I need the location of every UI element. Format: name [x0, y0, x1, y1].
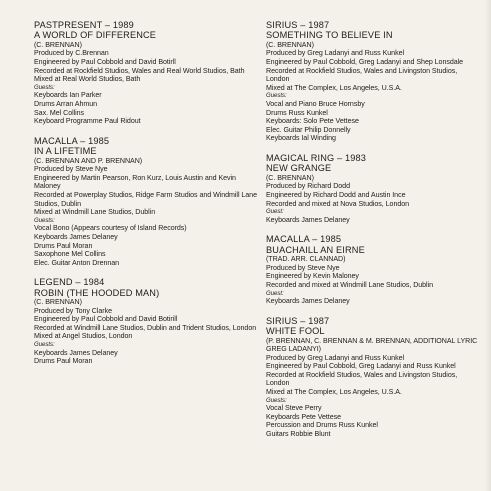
track-title: BUACHAILL AN EIRNE	[266, 244, 365, 255]
credit-line: (C. BRENNAN)	[34, 298, 82, 307]
credit-line: Produced by Greg Ladanyi and Russ Kunkel	[266, 353, 404, 362]
credit-line: Recorded at Windmill Lane Studios, Dublin and Trident Studios, London	[34, 323, 257, 332]
credit-line: Vocal Bono (Appears courtesy of Island Records)	[34, 224, 187, 233]
album-year-heading: LEGEND – 1984	[34, 277, 105, 288]
credit-line: Vocal and Piano Bruce Hornsby	[266, 99, 365, 108]
credit-line: Recorded at Rockfield Studios, Wales and Livingston Studios, London	[266, 370, 458, 388]
album-year-heading: MACALLA – 1985	[266, 234, 342, 245]
guests-label: Guest:	[266, 289, 284, 297]
credit-line: Produced by Steve Nye	[34, 165, 108, 174]
credit-line: Recorded at Rockfield Studios, Wales and Livingston Studios, London	[266, 66, 458, 84]
track-title: ROBIN (THE HOODED MAN)	[34, 287, 160, 298]
credit-line: Vocal Steve Perry	[266, 404, 322, 413]
credit-line: Recorded at Powerplay Studios, Ridge Farm Studios and Windmill Lane Studios, Dublin	[34, 190, 257, 208]
track-entry	[266, 234, 478, 305]
credit-line: Engineered by Kevin Maloney	[266, 272, 359, 281]
track-title: WHITE FOOL	[266, 326, 325, 337]
track-entry	[266, 20, 478, 143]
track-entry	[34, 277, 262, 366]
guests-label: Guests:	[34, 341, 55, 349]
track-entry	[266, 153, 478, 224]
credit-line: Mixed at Real World Studios, Bath	[34, 75, 141, 84]
guests-label: Guests:	[266, 396, 287, 404]
track-title: NEW GRANGE	[266, 163, 332, 174]
credit-line: Keyboards Ian Parker	[34, 91, 102, 100]
credit-line: Keyboards James Delaney	[266, 215, 350, 224]
track-title: IN A LIFETIME	[34, 146, 97, 157]
credit-line: (C. BRENNAN)	[266, 40, 314, 49]
album-year-heading: MAGICAL RING – 1983	[266, 152, 367, 163]
credit-line: Sax. Mel Collins	[34, 108, 85, 117]
credit-line: Produced by Richard Dodd	[266, 182, 350, 191]
credit-line: Keyboards Pete Vettese	[266, 412, 342, 421]
credit-line: Engineered by Paul Cobbold and David Botirill	[34, 315, 178, 324]
credit-line: Keyboards Ial Winding	[266, 134, 336, 143]
credit-line: Keyboard Programme Paul Ridout	[34, 117, 141, 126]
credit-line: Keyboards: Solo Pete Vettese	[266, 117, 359, 126]
credit-line: Produced by Tony Clarke	[34, 306, 112, 315]
credit-line: Recorded at Rockfield Studios, Wales and Real World Studios, Bath	[34, 66, 245, 75]
album-year-heading: SIRIUS – 1987	[266, 20, 330, 30]
guests-label: Guests:	[266, 92, 287, 100]
left-column	[34, 20, 262, 376]
track-title: SOMETHING TO BELIEVE IN	[266, 30, 393, 41]
credit-line: Engineered by Paul Cobbold, Greg Ladanyi and Russ Kunkel	[266, 362, 456, 371]
credit-line: Elec. Guitar Philip Donnelly	[266, 125, 351, 134]
guests-label: Guest:	[266, 208, 284, 216]
credit-line: Keyboards James Delaney	[266, 297, 350, 306]
credit-line: Engineered by Paul Cobbold and David Botirll	[34, 58, 176, 66]
credit-line: (C. BRENNAN AND P. BRENNAN)	[34, 156, 143, 165]
guests-label: Guests:	[34, 216, 55, 224]
credit-line: (C. BRENNAN)	[34, 40, 82, 49]
credit-line: (TRAD. ARR. CLANNAD)	[266, 255, 346, 264]
credit-line: Mixed at The Complex, Los Angeles, U.S.A.	[266, 83, 402, 92]
credit-line: Guitars Robbie Blunt	[266, 430, 331, 439]
credit-line: Produced by C.Brennan	[34, 49, 109, 58]
track-entry	[34, 136, 262, 268]
credit-line: Engineered by Paul Cobbold, Greg Ladanyi and Shep Lonsdale	[266, 58, 464, 66]
album-year-heading: MACALLA – 1985	[34, 135, 110, 146]
credit-line: Drums Arran Ahmun	[34, 99, 98, 108]
album-year-heading: SIRIUS – 1987	[266, 315, 330, 326]
credit-line: Mixed at The Complex, Los Angeles, U.S.A.	[266, 388, 402, 397]
track-title: A WORLD OF DIFFERENCE	[34, 30, 157, 41]
credit-line: Mixed at Windmill Lane Studios, Dublin	[34, 208, 156, 217]
guests-label: Guests:	[34, 83, 55, 91]
credit-line: Produced by Greg Ladanyi and Russ Kunkel	[266, 49, 404, 58]
credit-line: Drums Russ Kunkel	[266, 108, 328, 117]
credit-line: Produced by Steve Nye	[266, 263, 340, 272]
credit-line: Recorded and mixed at Nova Studios, London	[266, 199, 410, 208]
credit-line: Percussion and Drums Russ Kunkel	[266, 421, 378, 430]
album-year-heading: PASTPRESENT – 1989	[34, 20, 134, 30]
credit-line: Saxophone Mel Collins	[34, 250, 106, 259]
track-entry	[266, 316, 478, 439]
credit-line: (C. BRENNAN)	[266, 173, 314, 182]
credit-line: Engineered by Richard Dodd and Austin Ince	[266, 190, 406, 199]
credit-line: Mixed at Angel Studios, London	[34, 332, 133, 341]
page-spine-shadow	[485, 0, 491, 491]
right-column	[266, 20, 478, 449]
credit-line: Keyboards James Delaney	[34, 348, 118, 357]
credit-line: Recorded and mixed at Windmill Lane Studios, Dublin	[266, 280, 434, 289]
credit-line: Drums Paul Moran	[34, 241, 93, 250]
credit-line: Engineered by Martin Pearson, Ron Kurz, Louis Austin and Kevin Maloney	[34, 173, 236, 191]
credit-line: (P. BRENNAN, C. BRENNAN & M. BRENNAN, ADDITIONAL LYRIC GREG LADANYI)	[266, 336, 478, 354]
credit-line: Elec. Guitar Anton Drennan	[34, 258, 120, 267]
credit-line: Drums Paul Moran	[34, 357, 93, 366]
credit-line: Keyboards James Delaney	[34, 232, 118, 241]
track-entry	[34, 20, 262, 126]
